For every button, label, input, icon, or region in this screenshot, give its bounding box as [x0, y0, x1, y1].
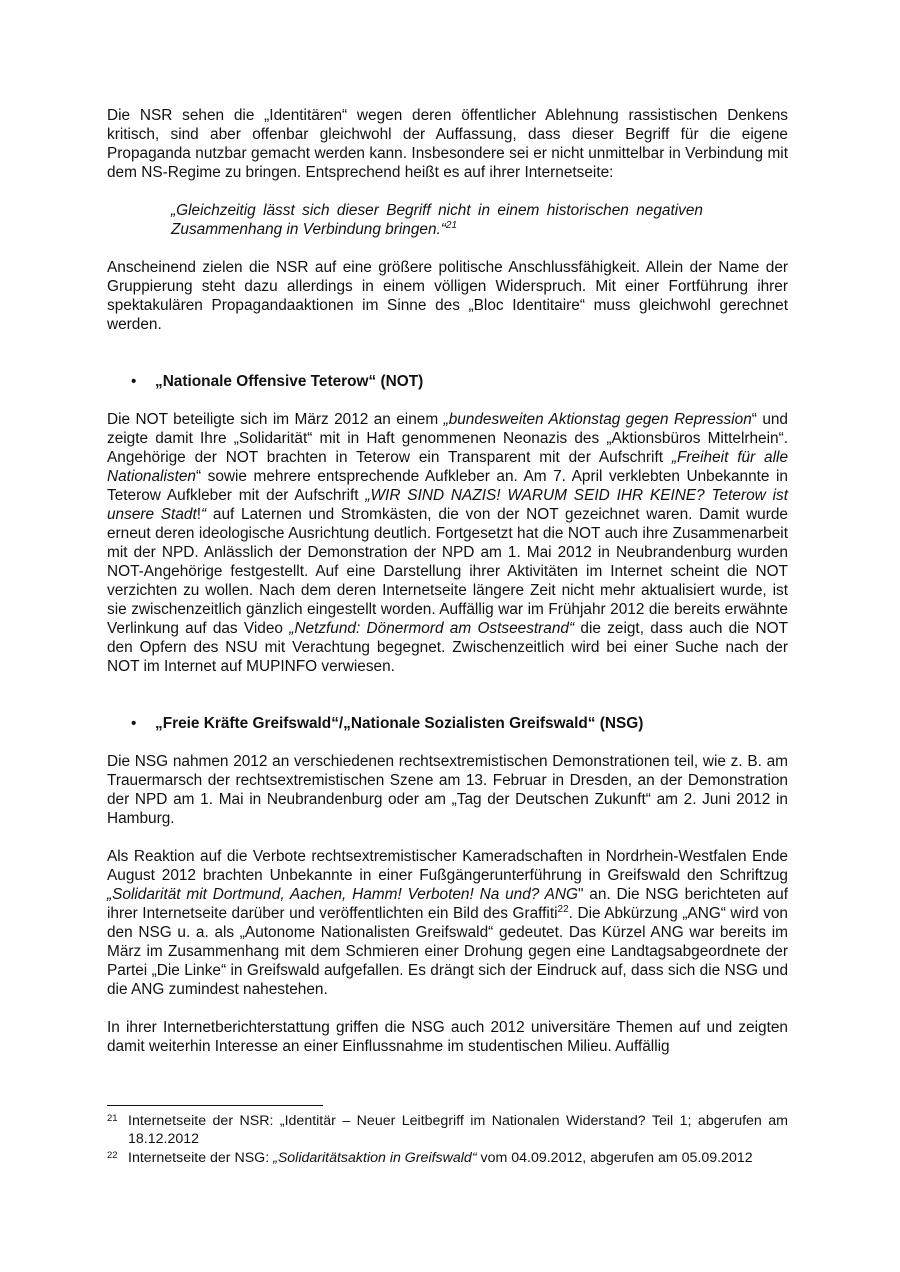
text-run: Internetseite der NSG:: [128, 1150, 274, 1166]
text-run: " an. Die NSG berichteten auf ihrer Internetseite darüber und veröffentlichten ein Bild des Graffiti: [107, 886, 788, 922]
italic-run: „Solidarität mit Dortmund, Aachen, Hamm! Verboten! Na und? ANG: [107, 886, 578, 903]
italic-run: „Netzfund: Dönermord am Ostseestrand“: [289, 620, 575, 637]
spacer: [107, 828, 788, 847]
italic-run: „WIR SIND NAZIS! WARUM SEID IHR KEINE? Teterow ist unsere Stadt: [107, 487, 788, 523]
bullet-icon: •: [131, 715, 137, 732]
footnote-number: 22: [107, 1150, 118, 1161]
footnote-22: [107, 1150, 788, 1168]
spacer: [107, 239, 788, 258]
spacer: [107, 334, 788, 372]
quote-text: „Gleichzeitig lässt sich dieser Begriff nicht in einem historischen negativen Zusammenhang in Verbindung bringen.“: [171, 202, 703, 238]
footnote-text: Internetseite der NSR: „Identitär – Neuer Leitbegriff im Nationalen Widerstand? Teil 1; abgerufen am 18.12.2012: [128, 1113, 788, 1147]
spacer: [107, 733, 788, 752]
italic-run: „Solidaritätsaktion in Greifswald“: [273, 1150, 477, 1166]
footnote-separator: [107, 1105, 323, 1106]
paragraph-nsg-demos: Die NSG nahmen 2012 an verschiedenen rechtsextremistischen Demonstrationen teil, wie z. B. am Trauermarsch der rechtsextremistischen Szene am 13. Februar in Dresden, an der Demonstration der NPD am 1. Mai in Neubrandenburg oder am „Tag der Deutschen Zukunft“ am 2. Juni 2012 in Hamburg.: [107, 753, 788, 827]
block-quote: [171, 201, 703, 239]
section-heading-text: „Nationale Offensive Teterow“ (NOT): [155, 373, 424, 390]
text-run: auf Laternen und Stromkästen, die von der NOT gezeichnet waren. Damit wurde erneut deren ideologische Ausrichtung deutlich. Fortgesetzt hat die NOT auch ihre Zusammenarbeit mit der NPD. Anlässlich der Demonstration der NPD am 1. Mai 2012 in Neubrandenburg wurden NOT-Angehörige festgestellt. Auf eine Darstellung ihrer Aktivitäten im Internet scheint die NOT verzichten zu wollen. Nach dem deren Internetseite längere Zeit nicht mehr aktualisiert wurde, ist sie zwischenzeitlich gänzlich eingestellt worden. Auffällig war im Frühjahr 2012 die bereits erwähnte Verlinkung auf das Video: [107, 506, 788, 637]
text-run: . Die Abkürzung „ANG“ wird von den NSG u. a. als „Autonome Nationalisten Greifswald“ gedeutet. Das Kürzel ANG war bereits im März im Zusammenhang mit dem Schmieren einer Drohung gegen eine Landtagsabgeordnete der Partei „Die Linke“ in Greifswald aufgefallen. Es drängt sich der Eindruck auf, dass sich die NSG und die ANG zumindest nahestehen.: [107, 905, 788, 998]
text-run: !: [196, 506, 202, 523]
bullet-icon: •: [131, 373, 137, 390]
spacer: [107, 391, 788, 410]
paragraph-nsg-uni: In ihrer Internetberichterstattung griffen die NSG auch 2012 universitäre Themen auf und zeigten damit weiterhin Interesse an einer Einflussnahme im studentischen Milieu. Auffällig: [107, 1019, 788, 1055]
text-run: Als Reaktion auf die Verbote rechtsextremistischer Kameradschaften in Nordrhein-Westfalen Ende August 2012 brachten Unbekannte in einer Fußgängerunterführung in Greifswald den Schriftzug: [107, 848, 788, 884]
text-run: die zeigt, dass auch die NOT den Opfern des NSU mit Verachtung begegnet. Zwischenzeitlich wird bei einer Suche nach der NOT im Internet auf MUPINFO verwiesen.: [107, 620, 788, 675]
footnote-number: 21: [107, 1113, 118, 1124]
text-run: “ sowie mehrere entsprechende Aufkleber an. Am 7. April verklebten Unbekannte in Teterow Aufkleber mit der Aufschrift: [107, 468, 788, 504]
footnote-text: [128, 1150, 788, 1168]
document-body: [107, 106, 788, 1056]
text-run: vom 04.09.2012, abgerufen am 05.09.2012: [476, 1150, 753, 1166]
text-run: “ und zeigte damit Ihre „Solidarität“ mit in Haft genommenen Neonazis des „Aktionsbüros Mittelrhein“. Angehörige der NOT brachten in Teterow ein Transparent mit der Aufschrift: [107, 411, 788, 466]
italic-run: „bundesweiten Aktionstag gegen Repression: [443, 411, 752, 428]
section-heading-text: „Freie Kräfte Greifswald“/„Nationale Sozialisten Greifswald“ (NSG): [155, 715, 644, 732]
spacer: [107, 676, 788, 714]
paragraph-nsr-identitaere: Die NSR sehen die „Identitären“ wegen deren öffentlicher Ablehnung rassistischen Denkens kritisch, sind aber offenbar gleichwohl der Auffassung, dass dieser Begriff für die eigene Propaganda nutzbar gemacht werden kann. Insbesondere sei er nicht unmittelbar in Verbindung mit dem NS-Regime zu bringen. Entsprechend heißt es auf ihrer Internetseite:: [107, 107, 788, 181]
footnote-ref-22[interactable]: 22: [557, 904, 569, 915]
paragraph-nsr-anschluss: Anscheinend zielen die NSR auf eine größere politische Anschlussfähigkeit. Allein der Name der Gruppierung steht dazu allerdings in einem völligen Widerspruch. Mit einer Fortführung ihrer spektakulären Propagandaaktionen im Sinne des „Bloc Identitaire“ muss gleichwohl gerechnet werden.: [107, 259, 788, 333]
paragraph-nsg-graffiti: [107, 847, 788, 999]
italic-run: „Freiheit für alle Nationalisten: [107, 449, 788, 485]
footnotes: [107, 1113, 788, 1168]
footnote-21: [107, 1113, 788, 1148]
spacer: [107, 999, 788, 1018]
text-run: Die NOT beteiligte sich im März 2012 an einem: [107, 411, 444, 428]
section-heading-not: [107, 372, 788, 391]
spacer: [107, 182, 788, 201]
paragraph-not: [107, 410, 788, 676]
footnote-ref-21[interactable]: 21: [445, 220, 458, 231]
italic-run: “: [201, 506, 207, 523]
section-heading-nsg: [107, 714, 788, 733]
